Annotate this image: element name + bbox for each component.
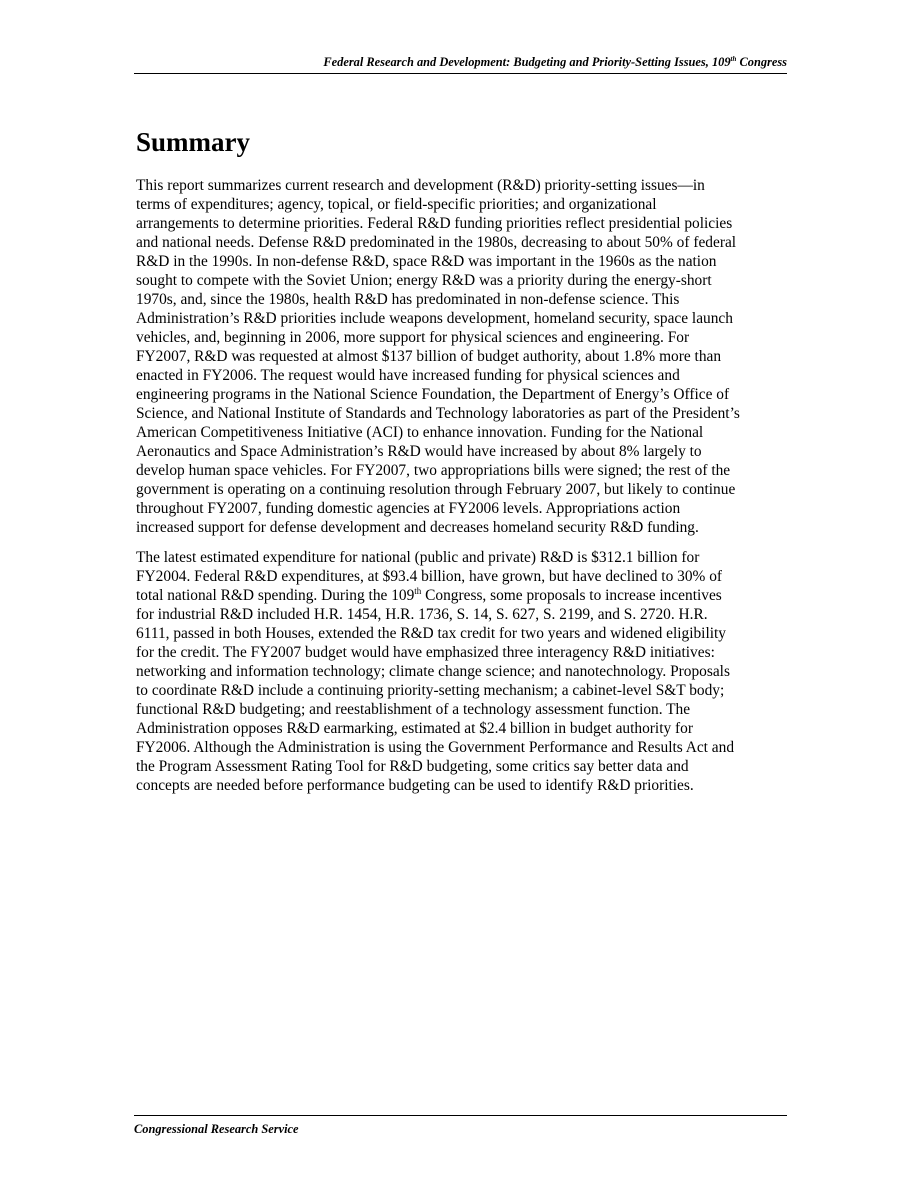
text-line: Science, and National Institute of Standards and Technology laboratories as part of the President’s: [136, 405, 740, 422]
header-title-superscript: th: [730, 54, 737, 63]
text-line: develop human space vehicles. For FY2007, two appropriations bills were signed; the rest of the: [136, 462, 731, 479]
text-line: American Competitiveness Initiative (ACI) to enhance innovation. Funding for the National: [136, 424, 704, 441]
text-line: This report summarizes current research and development (R&D) priority-setting issues—in: [136, 177, 705, 194]
paragraph-1: [136, 176, 791, 537]
header-title-end: Congress: [736, 55, 787, 69]
text-line: Administration opposes R&D earmarking, estimated at $2.4 billion in budget authority for: [136, 720, 693, 737]
text-line: to coordinate R&D include a continuing priority-setting mechanism; a cabinet-level S&T body;: [136, 682, 725, 699]
text-line-with-superscript: [136, 586, 791, 605]
running-header: [134, 55, 787, 74]
text-line: government is operating on a continuing resolution through February 2007, but likely to continue: [136, 481, 736, 498]
text-line: functional R&D budgeting; and reestablishment of a technology assessment function. The: [136, 701, 691, 718]
text-line: increased support for defense development and decreases homeland security R&D funding.: [136, 519, 699, 536]
line-start: total national R&D spending. During the 109: [136, 587, 415, 604]
text-line: terms of expenditures; agency, topical, or field-specific priorities; and organizational: [136, 196, 657, 213]
text-line: R&D in the 1990s. In non-defense R&D, space R&D was important in the 1960s as the nation: [136, 253, 717, 270]
ordinal-superscript: th: [414, 585, 422, 596]
text-line: Aeronautics and Space Administration’s R&D would have increased by about 8% largely to: [136, 443, 702, 460]
text-line: arrangements to determine priorities. Federal R&D funding priorities reflect presidential policies: [136, 215, 733, 232]
text-line: engineering programs in the National Science Foundation, the Department of Energy’s Office of: [136, 386, 730, 403]
text-line: FY2006. Although the Administration is using the Government Performance and Results Act and: [136, 739, 735, 756]
text-line: vehicles, and, beginning in 2006, more support for physical sciences and engineering. For: [136, 329, 690, 346]
text-line: networking and information technology; climate change science; and nanotechnology. Proposals: [136, 663, 730, 680]
paragraph-2: [136, 548, 791, 795]
text-line: Administration’s R&D priorities include weapons development, homeland security, space launch: [136, 310, 733, 327]
page-title: Summary: [136, 127, 250, 157]
text-line: throughout FY2007, funding domestic agencies at FY2006 levels. Appropriations action: [136, 500, 681, 517]
text-line: sought to compete with the Soviet Union; energy R&D was a priority during the energy-short: [136, 272, 712, 289]
text-line: enacted in FY2006. The request would have increased funding for physical sciences and: [136, 367, 680, 384]
running-footer: Congressional Research Service: [134, 1115, 787, 1137]
text-line: the Program Assessment Rating Tool for R&D budgeting, some critics say better data and: [136, 758, 689, 775]
text-line: and national needs. Defense R&D predominated in the 1980s, decreasing to about 50% of federal: [136, 234, 737, 251]
header-title-main: Federal Research and Development: Budgeting and Priority-Setting Issues, 109: [323, 55, 731, 69]
line-end: Congress, some proposals to increase incentives: [421, 587, 722, 604]
text-line: for the credit. The FY2007 budget would have emphasized three interagency R&D initiatives:: [136, 644, 715, 661]
text-line: 6111, passed in both Houses, extended the R&D tax credit for two years and widened eligibility: [136, 625, 726, 642]
text-line: 1970s, and, since the 1980s, health R&D has predominated in non-defense science. This: [136, 291, 680, 308]
text-line: FY2007, R&D was requested at almost $137 billion of budget authority, about 1.8% more than: [136, 348, 722, 365]
text-line: for industrial R&D included H.R. 1454, H.R. 1736, S. 14, S. 627, S. 2199, and S. 2720. H.R.: [136, 606, 708, 623]
text-line: concepts are needed before performance budgeting can be used to identify R&D priorities.: [136, 777, 694, 794]
summary-body: [136, 176, 791, 806]
text-line: FY2004. Federal R&D expenditures, at $93.4 billion, have grown, but have declined to 30% of: [136, 568, 723, 585]
text-line: The latest estimated expenditure for national (public and private) R&D is $312.1 billion for: [136, 549, 700, 566]
